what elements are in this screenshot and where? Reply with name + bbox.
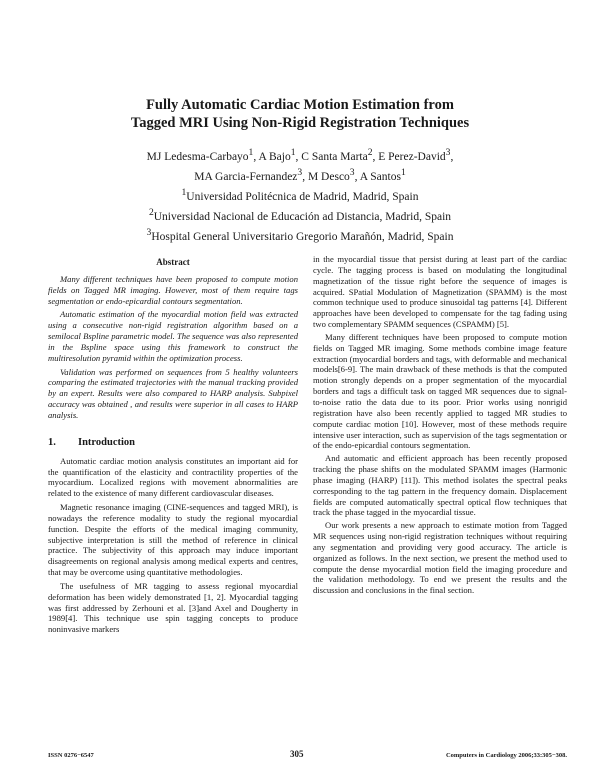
abstract-paragraph: Validation was performed on sequences from 5 healthy volunteers comparing the estimated trajectories with the manual tracking provided by an expert. Results were also compared to HARP analysis. Subpixel accuracy was obtained , and results were superior in all cases to HARP analysis. [48, 366, 298, 420]
section-title: Introduction [78, 436, 135, 448]
abstract-heading: Abstract [156, 257, 190, 267]
section-number: 1. [48, 436, 56, 448]
author-name: A Santos [359, 170, 401, 183]
title-line-1: Fully Automatic Cardiac Motion Estimation from [146, 97, 454, 113]
body-paragraph: Magnetic resonance imaging (CINE-sequences and tagged MRI), is nowadays the reference modality to study the regional myocardial function. Despite the efforts of the medical imaging community, subjective interpretation is still the method of reference in clinical practice. The subjectivity of this approach may induce important disagreements on regional analysis among medical experts and centres, that may be overcome using quantitative methodologies. [48, 502, 298, 578]
author-name: E Perez-David [378, 150, 446, 163]
author-affil-mark: 3 [297, 166, 303, 178]
author-line-2: MA Garcia-Fernandez$^3$, M Desco$^3$, A Santos$^1$ [194, 166, 406, 183]
abstract-paragraph: Automatic estimation of the myocardial motion field was extracted using a consecutive non-rigid registration algorithm based on a semilocal Bspline parametric model. The sequence was also represented in the Bspline space using this framework to construct the multiresolution pyramid within the optimization process. [48, 309, 298, 363]
author-name: MJ Ledesma-Carbayo [146, 150, 249, 163]
affiliation: $^2$Universidad Nacional de Educación ad Distancia, Madrid, Spain [148, 206, 452, 223]
footer-journal: Computers in Cardiology 2006;33:305−308. [445, 752, 567, 759]
body-paragraph: Automatic cardiac motion analysis constitutes an important aid for the quantification of the elasticity and contractility properties of the myocardium. Localized regions with movement abnormalities are related to the existence of many different cardiovascular diseases. [48, 455, 298, 499]
author-name: C Santa Marta [301, 150, 368, 163]
author-affil-mark: 2 [367, 147, 373, 158]
author-affil-mark: 3 [349, 166, 355, 178]
body-paragraph: And automatic and efficient approach has been recently proposed tracking the phase shifts on the modulated SPAMM images (Harmonic phase imaging (HARP) [11]). This method isolates the spectral peaks corresponding to the tag pattern in the frequency domain. Displacement fields are computed automatically spectral optical flow techniques that track the phase tagged in the myocardial tissue. [313, 453, 567, 518]
author-name: M Desco [307, 170, 350, 183]
section-heading-introduction [48, 438, 298, 449]
footer-page-number: 305 [290, 749, 304, 759]
author-name: A Bajo [258, 150, 291, 163]
paper-title [0, 96, 600, 132]
author-line-1: MJ Ledesma-Carbayo$^1$, A Bajo$^1$, C Santa Marta$^2$, E Perez-David$^3$, [146, 147, 454, 163]
affiliation-list [0, 185, 600, 244]
abstract-paragraph: Many different techniques have been proposed to compute motion fields on Tagged MR imaging. However, most of them require tags segmentation or endo-epicardial contours segmentation. [48, 273, 298, 306]
body-paragraph: Many different techniques have been proposed to compute motion fields on Tagged MR imaging. Some methods combine image feature extraction (myocardial borders and tags, with deformable and mechanical models[6-9]. The main drawback of these methods is that the computed motion strongly depends on a proper segmentation of the myocardial borders and tags a difficult task on tagged MR sequences due to signal-to-noise ratio the data due to its poor. Prior works using nonrigid registration have also been recently applied to tagged MR studies to compute cardiac motion [10]. However, most of these methods require intensive user interaction, such as supervision of the tags segmentation or of the endo-epicardial contours segmentation. [313, 331, 567, 451]
title-line-2: Tagged MRI Using Non-Rigid Registration Techniques [130, 115, 470, 131]
affiliation: $^1$Universidad Politécnica de Madrid, Madrid, Spain [181, 187, 419, 203]
left-column [48, 254, 298, 638]
affiliation: $^3$Hospital General Universitario Gregorio Marañón, Madrid, Spain [146, 226, 454, 243]
body-paragraph: The usefulness of MR tagging to assess regional myocardial deformation has been widely demonstrated [1, 2]. Myocardial tagging was first addressed by Zerhouni et al. [3]and Axel and Dougherty in 1989[4]. This technique use spin tagging concepts to produce noninvasive markers [48, 580, 298, 635]
author-affil-mark: 3 [445, 147, 451, 158]
author-list [0, 145, 600, 185]
author-affil-mark: 1 [400, 166, 406, 178]
footer-issn: ISSN 0276−6547 [48, 752, 94, 759]
body-paragraph-continued: in the myocardial tissue that persist during at least part of the cardiac cycle. The tagging process is based on modulating the longitudinal magnetization of the tissue right before the sequence of images is acquired. SPatial Modulation of Magnetization (SPAMM) is the most common technique used to produce sinusoidal tag patterns [4]. Different approaches have been developed to compensate for the tag fading using two complementary SPAMM sequences (CSPAMM) [5]. [313, 254, 567, 330]
right-column [313, 254, 567, 598]
body-paragraph: Our work presents a new approach to estimate motion from Tagged MR sequences using non-rigid registration techniques without requiring any segmentation and providing very good accuracy. The article is organized as follows. In the next section, we present the method used to compute the dense myocardial motion field the imaging procedure and the validation methodology. To end we present the results and the discussion and conclusions in the final section. [313, 520, 567, 596]
author-affil-mark: 1 [290, 147, 296, 158]
author-name: MA Garcia-Fernandez [194, 170, 298, 183]
abstract-section [48, 257, 298, 421]
author-affil-mark: 1 [248, 147, 254, 158]
